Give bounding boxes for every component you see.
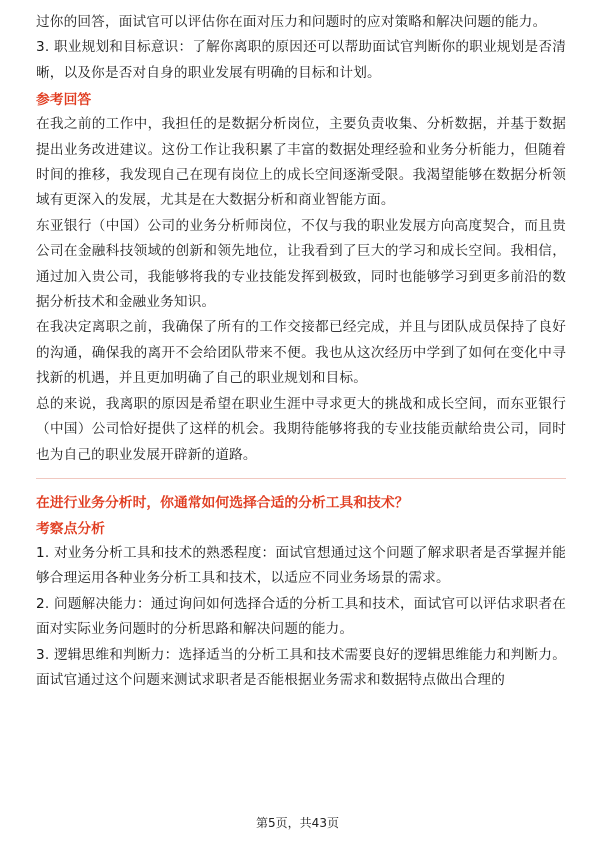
analysis-heading: 考察点分析 — [36, 520, 105, 537]
page-number-footer: 第5页，共43页 — [256, 816, 339, 830]
paragraph-career-planning: 3. 职业规划和目标意识：了解你离职的原因还可以帮助面试官判断你的职业规划是否清晰，以及你是否对自身的职业发展有明确的目标和计划。 — [36, 39, 566, 81]
page-content — [36, 10, 566, 693]
answer-heading: 参考回答 — [36, 92, 92, 109]
analysis-point-1: 1. 对业务分析工具和技术的熟悉程度：面试官想通过这个问题了解求职者是否掌握并能够合理运用各种业务分析工具和技术，以适应不同业务场景的需求。 — [36, 544, 566, 587]
answer-paragraph-4: 总的来说，我离职的原因是希望在职业生涯中寻求更大的挑战和成长空间，而东亚银行（中国）公司恰好提供了这样的机会。我期待能够将我的专业技能贡献给贵公司，同时也为自己的职业发展开辟新的道路。 — [36, 395, 566, 463]
analysis-point-3: 3. 逻辑思维和判断力：选择适当的分析工具和技术需要良好的逻辑思维能力和判断力。面试官通过这个问题来测试求职者是否能根据业务需求和数据特点做出合理的 — [36, 646, 566, 688]
analysis-point-2: 2. 问题解决能力：通过询问如何选择合适的分析工具和技术，面试官可以评估求职者在面对实际业务问题时的分析思路和解决问题的能力。 — [36, 595, 566, 638]
section-divider — [36, 478, 566, 479]
answer-paragraph-2: 东亚银行（中国）公司的业务分析师岗位，不仅与我的职业发展方向高度契合，而且贵公司在金融科技领域的创新和领先地位，让我看到了巨大的学习和成长空间。我相信，通过加入贵公司，我能够将我的专业技能发挥到极致，同时也能够学习到更多前沿的数据分析技术和金融业务知识。 — [36, 217, 566, 311]
question-heading: 在进行业务分析时，你通常如何选择合适的分析工具和技术？ — [36, 494, 409, 511]
answer-paragraph-3: 在我决定离职之前，我确保了所有的工作交接都已经完成，并且与团队成员保持了良好的沟通，确保我的离开不会给团队带来不便。我也从这次经历中学到了如何在变化中寻找新的机遇，并且更加明确了自己的职业规划和目标。 — [36, 319, 566, 387]
answer-paragraph-1: 在我之前的工作中，我担任的是数据分析岗位，主要负责收集、分析数据，并基于数据提出业务改进建议。这份工作让我积累了丰富的数据处理经验和业务分析能力，但随着时间的推移，我发现自己在现有岗位上的成长空间逐渐受限。我渴望能够在数据分析领域有更深入的发展，尤其是在大数据分析和商业智能方面。 — [36, 116, 566, 209]
paragraph-continued: 过你的回答，面试官可以评估你在面对压力和问题时的应对策略和解决问题的能力。 — [36, 14, 547, 30]
